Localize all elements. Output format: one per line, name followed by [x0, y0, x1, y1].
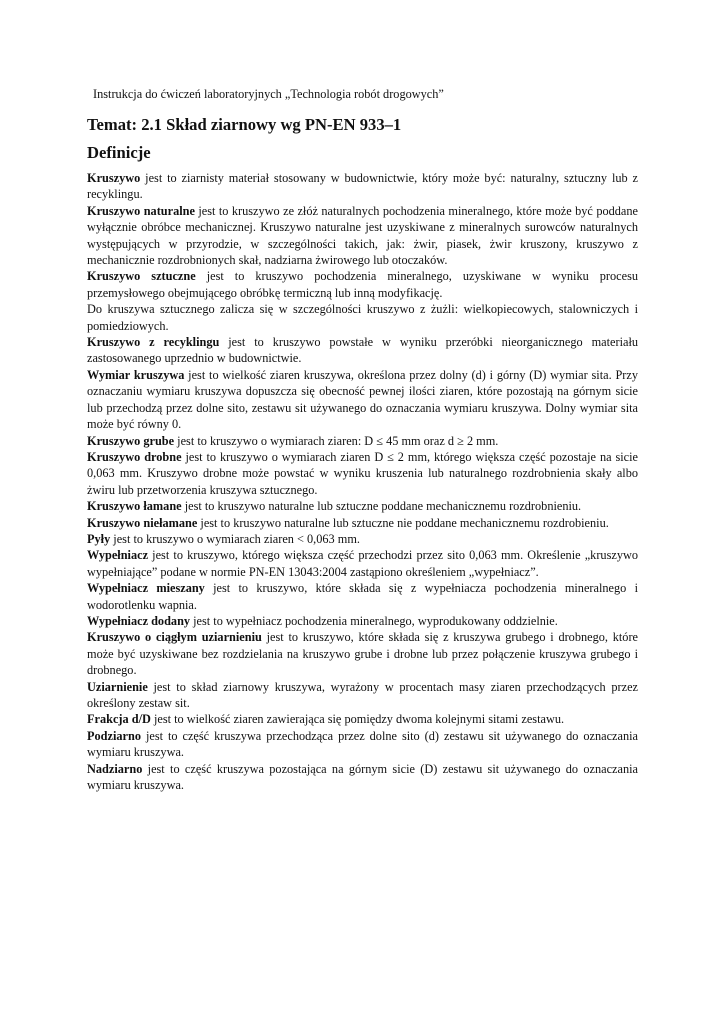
- definition-paragraph: [87, 531, 638, 547]
- definition-term: Kruszywo o ciągłym uziarnieniu: [87, 630, 262, 645]
- definition-paragraph: [87, 334, 638, 367]
- section-heading: Definicje: [87, 143, 151, 162]
- document-header: Instrukcja do ćwiczeń laboratoryjnych „Technologia robót drogowych”: [93, 87, 444, 101]
- definition-text: jest to kruszywo, którego większa część przechodzi przez sito 0,063 mm. Określenie „kruszywo wypełniające” podane w normie PN-EN 13043:2004 zastąpiono określeniem „wypełniacz”.: [87, 548, 638, 579]
- definition-term: Kruszywo niełamane: [87, 515, 198, 530]
- definition-text: jest to kruszywo o wymiarach ziaren: D ≤ 45 mm oraz d ≥ 2 mm.: [174, 433, 499, 448]
- definition-paragraph: [87, 433, 638, 449]
- topic-title: Temat: 2.1 Skład ziarnowy wg PN-EN 933–1: [87, 115, 402, 134]
- definition-paragraph: [87, 679, 638, 712]
- definition-text: jest to kruszywo pochodzenia mineralnego, uzyskiwane w wyniku procesu przemysłowego obejmującego obróbkę termiczną lub inną modyfikację.: [87, 269, 638, 300]
- definition-text: jest to skład ziarnowy kruszywa, wyrażony w procentach masy ziaren przechodzących przez określony zestaw sit.: [87, 679, 638, 710]
- definition-paragraph: [87, 170, 638, 203]
- definition-paragraph: [87, 711, 638, 727]
- definition-term: Kruszywo grube: [87, 433, 175, 448]
- definition-text: jest to kruszywo o wymiarach ziaren D ≤ 2 mm, którego większa część pozostaje na sicie 0,063 mm. Kruszywo drobne może powstać w wyniku kruszenia lub naturalnego rozdrobnienia skały albo żwiru lub przetworzenia kruszywa sztucznego.: [87, 449, 639, 497]
- definition-text: jest to ziarnisty materiał stosowany w budownictwie, który może być: naturalny, sztuczny lub z recyklingu.: [87, 171, 638, 202]
- definition-paragraph: [87, 498, 638, 514]
- definition-paragraph: [87, 547, 638, 580]
- definition-paragraph: [87, 515, 638, 531]
- definition-text: jest to część kruszywa przechodząca przez dolne sito (d) zestawu sit używanego do oznaczania wymiaru kruszywa.: [87, 728, 638, 760]
- definition-text: jest to kruszywo, które składa się z kruszywa grubego i drobnego, które może być uzyskiwane bez rozdzielania na kruszywo grube i drobne lub przez połączenie kruszywa grubego i drobnego.: [87, 630, 638, 678]
- definition-paragraph: [87, 728, 638, 761]
- definition-term: Kruszywo sztuczne: [87, 269, 196, 284]
- definition-term: Kruszywo: [87, 171, 141, 185]
- definition-term: Podziarno: [87, 728, 141, 743]
- definition-paragraph: [87, 629, 638, 678]
- definition-text: jest to kruszywo o wymiarach ziaren < 0,063 mm.: [110, 531, 360, 546]
- definition-term: Pyły: [87, 531, 111, 546]
- definition-term: Nadziarno: [87, 761, 143, 776]
- definition-paragraph: [87, 203, 638, 269]
- definition-term: Kruszywo z recyklingu: [87, 335, 220, 350]
- definition-paragraph: [87, 268, 638, 301]
- definition-text: jest to kruszywo, które składa się z wypełniacza pochodzenia mineralnego i wodorotlenku wapnia.: [87, 581, 638, 612]
- definition-paragraph: [87, 580, 638, 613]
- definition-term: Wypełniacz dodany: [87, 613, 191, 628]
- definition-paragraph: [87, 449, 638, 498]
- definition-term: Wypełniacz mieszany: [87, 581, 205, 596]
- definition-paragraph: [87, 367, 638, 433]
- definition-paragraph: [87, 613, 638, 629]
- definition-term: Wymiar kruszywa: [87, 367, 185, 382]
- definition-text: jest to wielkość ziaren zawierająca się pomiędzy dwoma kolejnymi sitami zestawu.: [150, 712, 565, 727]
- definition-term: Frakcja d/D: [87, 712, 151, 727]
- definition-text: jest to wypełniacz pochodzenia mineralnego, wyprodukowany oddzielnie.: [190, 613, 558, 628]
- definition-text: jest to kruszywo naturalne lub sztuczne poddane mechanicznemu rozdrobnieniu.: [181, 499, 582, 514]
- definition-term: Kruszywo naturalne: [87, 203, 195, 218]
- definition-term: Wypełniacz: [87, 548, 149, 563]
- definition-paragraph: [87, 761, 638, 794]
- definition-text: Do kruszywa sztucznego zalicza się w szczególności kruszywo z żużli: wielkopiecowych, stalowniczych i pomiedziowych.: [87, 302, 638, 333]
- definition-text: jest to kruszywo ze złóż naturalnych pochodzenia mineralnego, które może być poddane wyłącznie obróbce mechanicznej. Kruszywo naturalne jest uzyskiwane z mineralnych surowców naturalnych występujących w przyrodzie, w szczególności takich, jak: żwir, piasek, żwir kruszony, kruszywo z mechanicznie rozdrobnionych skał, nadziarna żwirowego lub otoczaków.: [87, 203, 638, 268]
- definition-text: jest to wielkość ziaren kruszywa, określona przez dolny (d) i górny (D) wymiar sita. Przy oznaczaniu wymiaru kruszywa dopuszcza się obecność pewnej ilości ziaren, które pozostają na górnym sicie lub przechodzą przez dolne sito, zestawu sit używanego do oznaczania wymiaru kruszywa. Dolny wymiar sita może być równy 0.: [87, 367, 638, 432]
- definitions-list: [87, 170, 638, 793]
- definition-text: jest to część kruszywa pozostająca na górnym sicie (D) zestawu sit używanego do oznaczania wymiaru kruszywa.: [87, 761, 638, 793]
- definition-term: Kruszywo łamane: [87, 499, 182, 514]
- definition-text: jest to kruszywo naturalne lub sztuczne nie poddane mechanicznemu rozdrobieniu.: [197, 515, 609, 530]
- definition-term: Uziarnienie: [87, 679, 148, 694]
- definition-text: jest to kruszywo powstałe w wyniku przeróbki nieorganicznego materiału zastosowanego uprzednio w budownictwie.: [87, 335, 639, 366]
- definition-term: Kruszywo drobne: [87, 449, 182, 464]
- definition-paragraph: [87, 301, 638, 334]
